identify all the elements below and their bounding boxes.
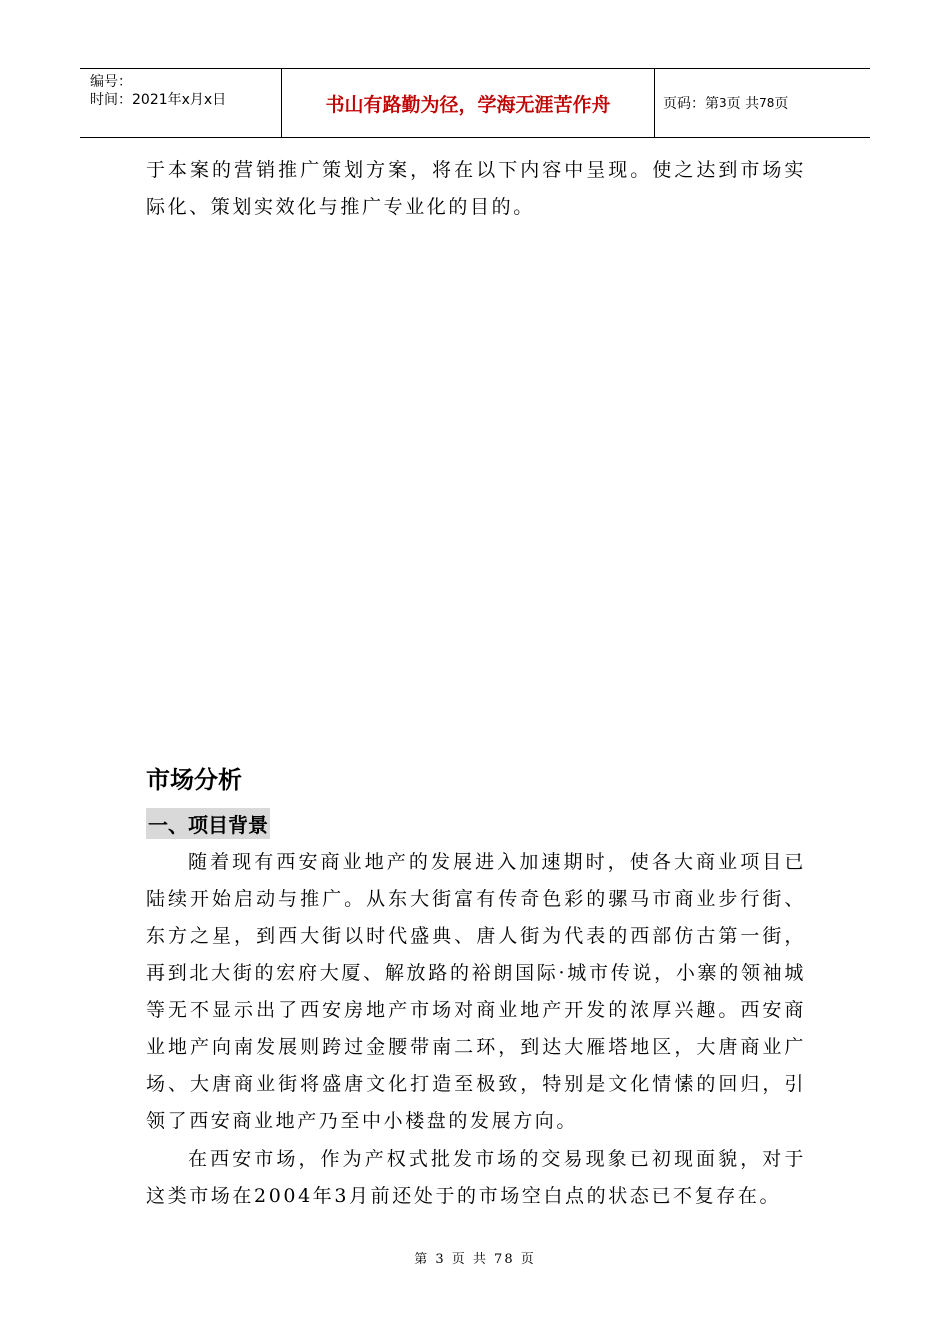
- header-motto: 书山有路勤为径，学海无涯苦作舟: [282, 69, 655, 137]
- paragraph-market: 在西安市场，作为产权式批发市场的交易现象已初现面貌，对于这类市场在2004年3月前还处于的市场空白点的状态已不复存在。: [146, 1148, 806, 1207]
- header-page-info: [655, 69, 870, 137]
- page-total: 78: [759, 96, 775, 110]
- number-label: 编号：: [90, 74, 132, 90]
- page-current: 3: [719, 96, 727, 110]
- page-label: 页码：第: [663, 96, 719, 112]
- intro-paragraph: 于本案的营销推广策划方案，将在以下内容中呈现。使之达到市场实际化、策划实效化与推广专业化的目的。: [146, 159, 806, 218]
- time-label: 时间：2021年x月x日: [90, 92, 227, 108]
- page-header: [80, 68, 870, 138]
- page-end: 页: [774, 96, 789, 112]
- page-footer: 第 3 页 共 78 页: [414, 1252, 536, 1267]
- section-title: 市场分析: [146, 766, 242, 794]
- subsection-title: 一、项目背景: [146, 808, 270, 839]
- paragraph-project-background: 随着现有西安商业地产的发展进入加速期时，使各大商业项目已陆续开始启动与推广。从东大街富有传奇色彩的骡马市商业步行街、东方之星，到西大街以时代盛典、唐人街为代表的西部仿古第一街，再到北大街的宏府大厦、解放路的裕朗国际·城市传说，小寨的领袖城等无不显示出了西安房地产市场对商业地产开发的浓厚兴趣。西安商业地产向南发展则跨过金腰带南二环，到达大雁塔地区，大唐商业广场、大唐商业街将盛唐文化打造至极致，特别是文化情愫的回归，引领了西安商业地产乃至中小楼盘的发展方向。: [146, 851, 806, 1132]
- page-mid: 页 共: [726, 96, 760, 112]
- header-meta: [80, 69, 282, 137]
